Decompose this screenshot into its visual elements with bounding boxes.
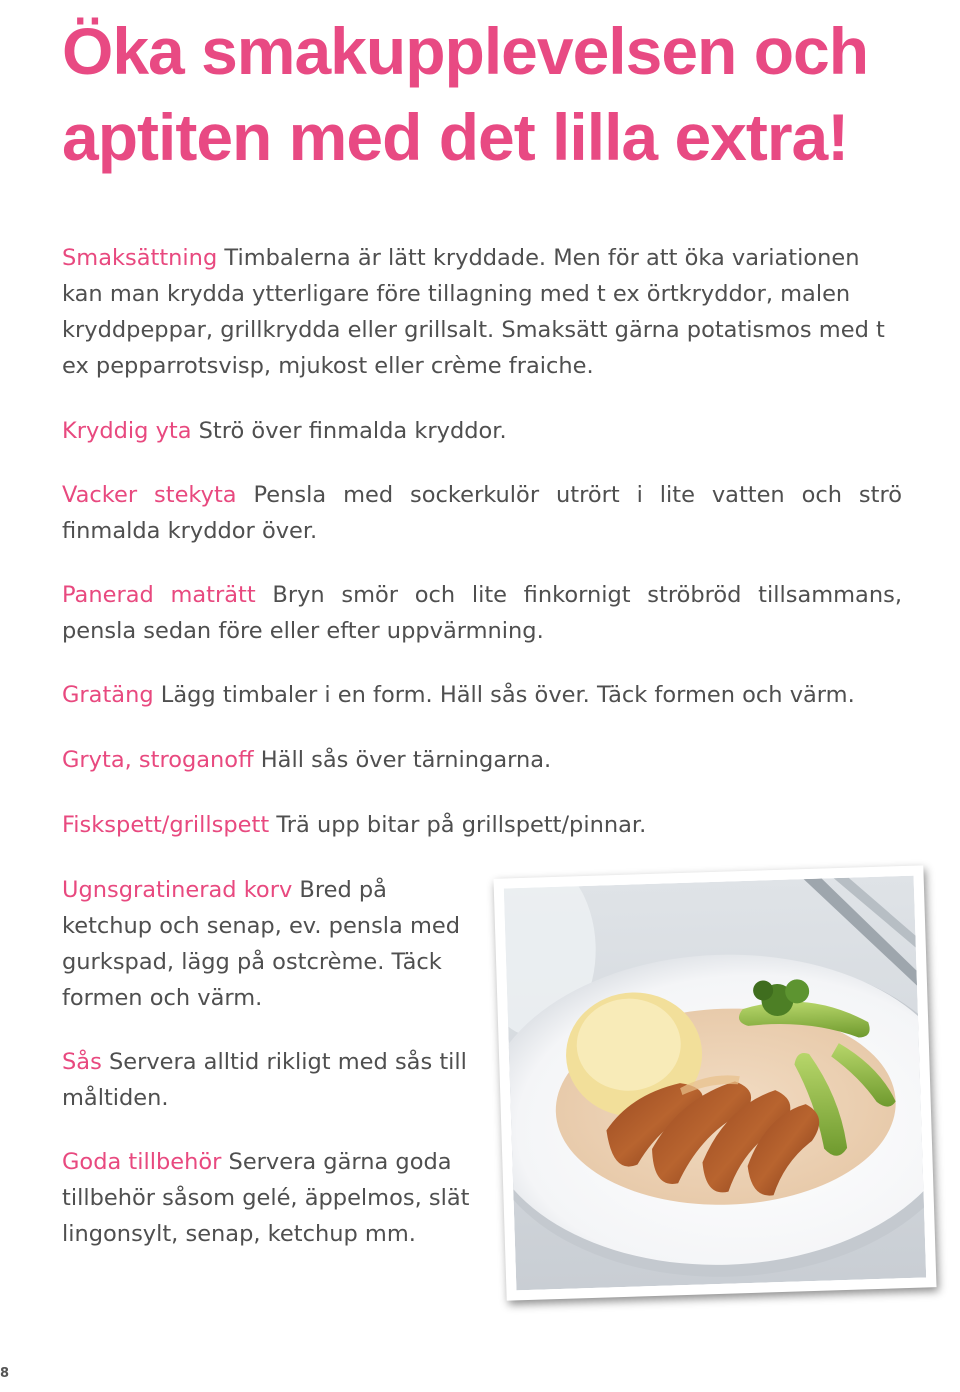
tip-heading: Kryddig yta (62, 418, 192, 444)
tip-sas (62, 1044, 482, 1116)
tip-heading: Vacker stekyta (62, 482, 237, 508)
tip-text: Servera alltid rikligt med sås till måltiden. (62, 1049, 467, 1111)
tip-heading: Panerad maträtt (62, 582, 256, 608)
tip-text: Bred på ketchup och senap, ev. pensla med gurkspad, lägg på ostcrème. Täck formen och värm. (62, 877, 461, 1011)
tip-heading: Fiskspett/grillspett (62, 812, 270, 838)
tip-text: Pensla med sockerkulör utrört i lite vatten och strö finmalda kryddor över. (62, 482, 902, 544)
tip-gryta (62, 742, 902, 778)
food-photo-frame (493, 865, 936, 1300)
tip-panerad-matratt (62, 577, 902, 649)
plate-illustration (504, 876, 926, 1291)
tip-fiskspett (62, 807, 902, 843)
tip-gratang (62, 677, 902, 713)
tip-vacker-stekyta (62, 477, 902, 549)
tip-text: Häll sås över tärningarna. (253, 747, 552, 773)
food-photo (504, 876, 926, 1291)
tip-goda-tillbehor (62, 1144, 482, 1252)
page-number: 8 (0, 1366, 10, 1381)
tip-smaksattning (62, 240, 902, 384)
tip-heading: Ugnsgratinerad korv (62, 877, 293, 903)
tip-text: Strö över finmalda kryddor. (191, 418, 507, 444)
tip-text: Timbalerna är lätt kryddade. Men för att öka variationen kan man krydda ytterligare före tillagning med t ex örtkryddor, malen kryddpeppar, grillkrydda eller grillsalt. Smaksätt gärna potatismos med t ex pepparrotsvisp, mjukost eller crème fraiche. (62, 245, 885, 379)
tip-heading: Gratäng (62, 682, 154, 708)
tip-heading: Sås (62, 1049, 102, 1075)
page-title (62, 8, 942, 180)
page-title-line-2: aptiten med det lilla extra! (62, 100, 849, 174)
tip-text: Bryn smör och lite finkornigt ströbröd tillsammans, pensla sedan före eller efter uppvärmning. (62, 582, 902, 644)
tip-heading: Gryta, stroganoff (62, 747, 254, 773)
tip-text: Servera gärna goda tillbehör såsom gelé, äppelmos, slät lingonsylt, senap, ketchup mm. (62, 1149, 470, 1247)
tip-heading: Goda tillbehör (62, 1149, 222, 1175)
tip-ugnsgratinerad-korv (62, 872, 482, 1016)
tip-kryddig-yta (62, 413, 902, 449)
tip-text: Lägg timbaler i en form. Häll sås över. Täck formen och värm. (153, 682, 855, 708)
tip-text: Trä upp bitar på grillspett/pinnar. (269, 812, 647, 838)
tip-heading: Smaksättning (62, 245, 218, 271)
page-title-line-1: Öka smakupplevelsen och (62, 14, 869, 88)
